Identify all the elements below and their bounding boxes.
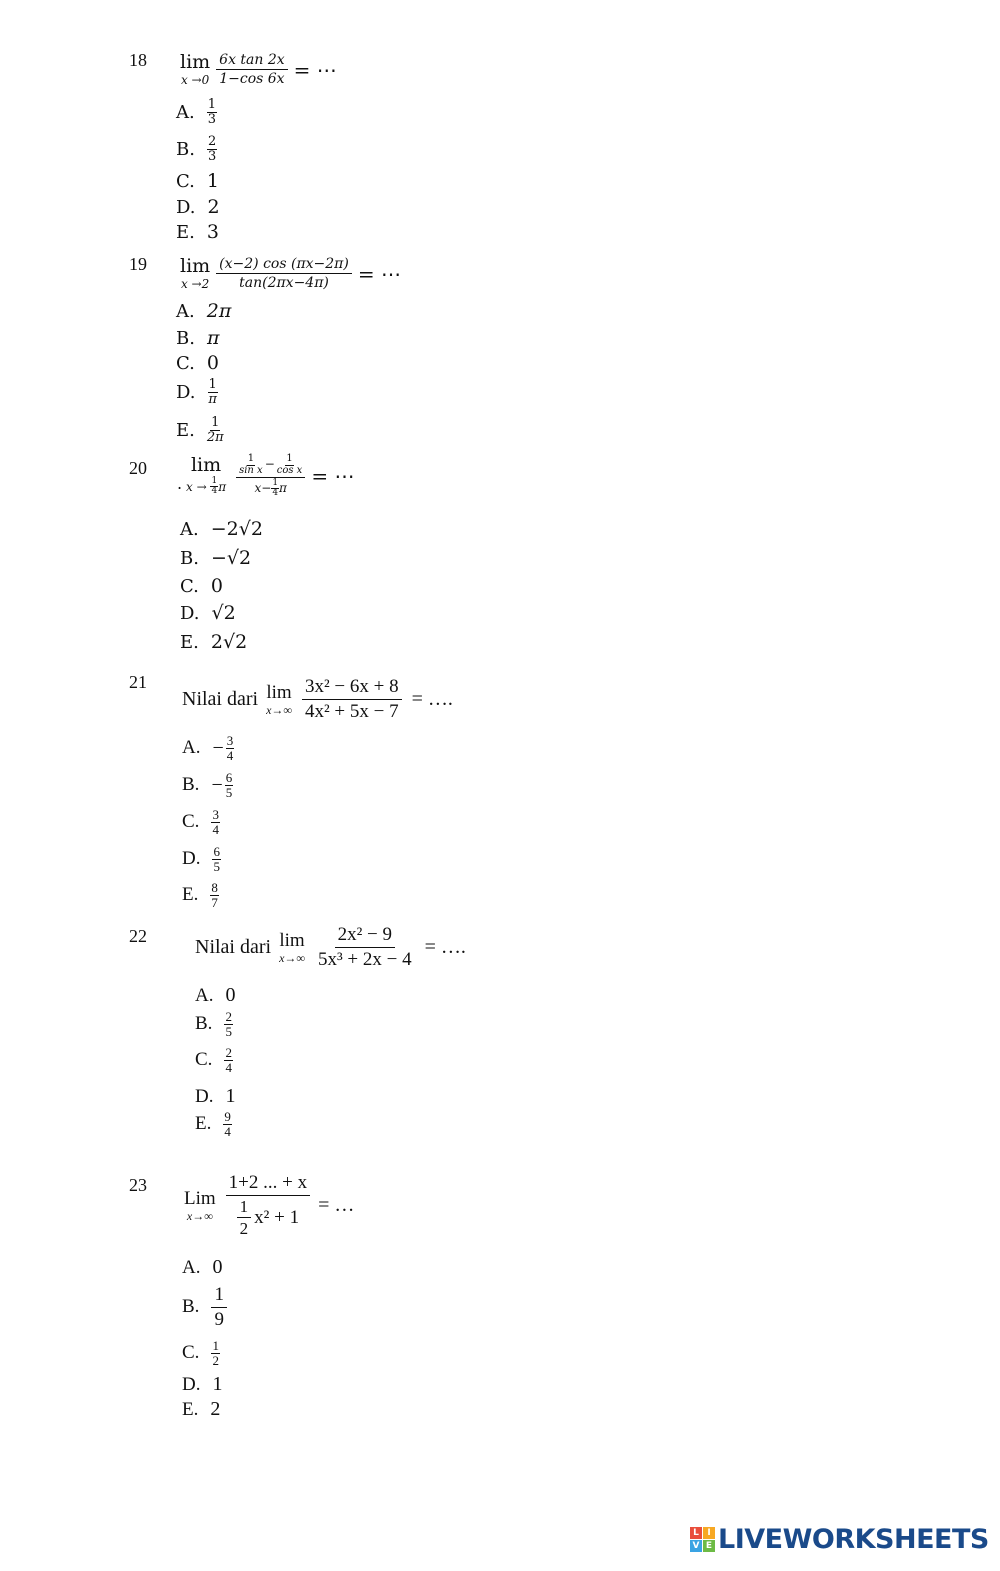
liveworksheets-mark-icon: L I V E bbox=[690, 1527, 715, 1552]
brand-name: LIVEWORKSHEETS bbox=[718, 1524, 989, 1555]
stray-dot: . bbox=[177, 474, 183, 493]
option-b[interactable]: B. −√2 bbox=[180, 547, 252, 569]
question-number: 20 bbox=[129, 458, 147, 478]
limit-expression: lim x →0 $\frac{\text{6x tan 2x}}{1-\cos 6x}$ = ⋯ bbox=[180, 51, 337, 88]
option-a[interactable]: A. −2√2 bbox=[180, 518, 263, 540]
question-number: 21 bbox=[129, 672, 147, 692]
option-e[interactable]: E. 2 bbox=[182, 1398, 221, 1420]
question-number: 23 bbox=[129, 1175, 147, 1195]
option-d[interactable]: D. 2 bbox=[176, 196, 220, 218]
option-b[interactable]: B. 2 5 bbox=[195, 1009, 232, 1039]
option-a[interactable]: A. 0 bbox=[182, 1256, 223, 1278]
limit-expression: Nilai dari lim x→∞ $\frac{\text{3x² − 6x + 8}}{\text{4x² + 5x − 7}}$ = …. bbox=[182, 676, 453, 722]
option-b[interactable]: B. 2 3 bbox=[176, 134, 217, 164]
option-b[interactable]: B. − 6 5 bbox=[182, 770, 233, 800]
option-a[interactable]: A. − 3 4 bbox=[182, 733, 234, 763]
option-c[interactable]: C. 1 bbox=[176, 170, 219, 192]
option-d[interactable]: D. 1 bbox=[182, 1373, 223, 1395]
limit-expression: Nilai dari lim x→∞ $\frac{\text{2x² − 9}}{\text{5x³ + 2x − 4}}$ = …. bbox=[195, 924, 466, 970]
option-c[interactable]: C. 0 bbox=[180, 575, 223, 597]
option-d[interactable]: D. 6 5 bbox=[182, 844, 220, 874]
question-number: 19 bbox=[129, 254, 147, 274]
limit-expression: lim x →2 $\frac{(x-2) \cos (\pi x-2\pi)}{\tan(2\pi x-4\pi)}$ = ⋯ bbox=[180, 255, 401, 292]
option-e[interactable]: E. 3 bbox=[176, 221, 219, 243]
option-a[interactable]: A. 1 3 bbox=[176, 97, 217, 127]
option-e[interactable]: E. 2√2 bbox=[180, 631, 248, 653]
option-b[interactable]: B. $\frac{1}{9}$ bbox=[182, 1284, 227, 1331]
liveworksheets-logo bbox=[690, 1524, 989, 1555]
option-a[interactable]: A. 0 bbox=[195, 984, 236, 1006]
option-c[interactable]: C. 3 4 bbox=[182, 807, 219, 837]
limit-expression: lim x → 1 4 π 1 sin x − $\frac{1}{\text{cos x}}$ x − 1 4 π = ⋯ bbox=[186, 453, 355, 499]
option-a[interactable]: A. 2π bbox=[176, 300, 232, 322]
limit-expression: Lim x→∞ 1+2 ... + x $\frac{1}{2}$ x² + 1 = … bbox=[184, 1172, 355, 1239]
option-d[interactable]: D. 1 bbox=[195, 1085, 236, 1107]
option-e[interactable]: E. 8 7 bbox=[182, 880, 218, 910]
option-e[interactable]: E. 1 2π bbox=[176, 415, 224, 445]
question-number: 18 bbox=[129, 50, 147, 70]
option-e[interactable]: E. 9 4 bbox=[195, 1109, 231, 1139]
option-c[interactable]: C. 2 4 bbox=[195, 1045, 232, 1075]
option-c[interactable]: C. 0 bbox=[176, 352, 219, 374]
question-number: 22 bbox=[129, 926, 147, 946]
option-d[interactable]: D. 1 π bbox=[176, 377, 217, 407]
option-c[interactable]: C. 1 2 bbox=[182, 1338, 219, 1368]
option-d[interactable]: D. √2 bbox=[180, 602, 236, 624]
option-b[interactable]: B. π bbox=[176, 327, 220, 349]
